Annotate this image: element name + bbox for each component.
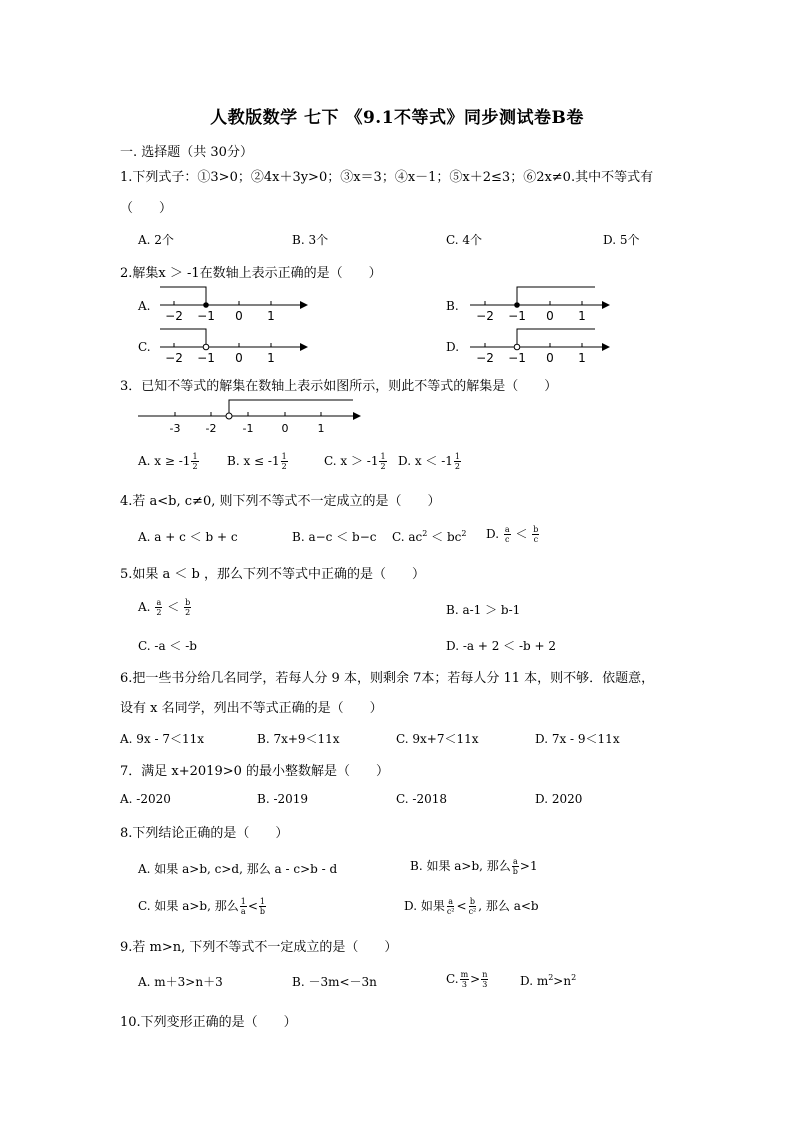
q2-option-d-label: D. [446, 340, 460, 354]
q6-option-d: D. 7x - 9＜11x [535, 732, 620, 746]
axis-arrow [300, 343, 308, 351]
q8-option-d: D. 如果 $\frac{a}{\text{c²}}$ < $\frac{b}{\text{c²}}$ , 那么 a<b [404, 897, 539, 916]
hollow-point [514, 344, 520, 350]
q6-option-a: A. 9x - 7＜11x [120, 732, 205, 746]
q2-stem: 2.解集x ＞ -1在数轴上表示正确的是（ ） [120, 266, 382, 281]
q3-option-d: D. x ＜ -1 $\frac{1}{2}$ [398, 452, 461, 471]
tick-label: 0 [235, 351, 243, 365]
tick-label: 1 [317, 422, 325, 435]
q7-option-a: A. -2020 [120, 792, 171, 806]
q6-option-b: B. 7x+9＜11x [257, 732, 340, 746]
tick-label: −1 [197, 351, 215, 365]
q2-option-b-label: B. [446, 299, 459, 313]
q1-option-c: C. 4个 [446, 233, 483, 247]
q8-stem: 8.下列结论正确的是（ ） [120, 826, 289, 841]
tick-label: 0 [546, 351, 554, 365]
q1-stem: 1.下列式子：①3>0；②4x＋3y>0；③x＝3；④x－1；⑤x＋2≤3；⑥2x≠0.其中不等式有 [120, 170, 654, 185]
q3-option-a: A. x ≥ -1 $\frac{1}{2}$ [138, 452, 198, 471]
q6-stem-line2: 设有 x 名同学，列出不等式正确的是（ ） [120, 701, 383, 716]
q5-option-c: C. -a ＜ -b [138, 639, 197, 653]
tick-label: -1 [242, 422, 254, 435]
q7-option-c: C. -2018 [396, 792, 447, 806]
axis-arrow [602, 343, 610, 351]
solution-bracket [517, 329, 595, 347]
q4-stem: 4.若 a<b, c≠0, 则下列不等式不一定成立的是（ ） [120, 494, 441, 509]
solution-bracket [160, 329, 206, 347]
q7-option-d: D. 2020 [535, 792, 583, 806]
q9-option-b: B. －3m<－3n [292, 975, 377, 989]
q3-option-b: B. x ≤ -1 $\frac{1}{2}$ [227, 452, 287, 471]
axis-arrow [353, 412, 361, 420]
q2-option-c-number-line [160, 322, 310, 367]
q8-option-b: B. 如果 a>b, 那么 $\frac{a}{b}$ >1 [410, 857, 538, 876]
q8-option-c: C. 如果 a>b, 那么 $\frac{1}{a}$ < $\frac{1}{b}$ [138, 897, 265, 916]
section-heading: 一. 选择题（共 30分） [120, 145, 253, 160]
q5-option-a: A. $\frac{a}{2}$ ＜ $\frac{b}{2}$ [138, 598, 191, 617]
axis-arrow [300, 301, 308, 309]
tick-label: −2 [476, 351, 494, 365]
q3-option-c: C. x ＞ -1 $\frac{1}{2}$ [324, 452, 386, 471]
tick-label: −2 [165, 351, 183, 365]
tick-label: −2 [165, 309, 183, 323]
tick-label: −1 [197, 309, 215, 323]
tick-label: -2 [205, 422, 217, 435]
q9-option-c: C. $\frac{m}{3}$ > $\frac{n}{3}$ [446, 970, 488, 989]
solution-bracket [160, 287, 206, 305]
tick-label: −2 [476, 309, 494, 323]
tick-label: 0 [546, 309, 554, 323]
tick-label: 1 [267, 351, 275, 365]
tick-label: 0 [281, 422, 289, 435]
q2-option-c-label: C. [138, 340, 151, 354]
solution-bracket [517, 287, 595, 305]
hollow-point [226, 413, 232, 419]
q9-option-d: D. $m^2>n^2$ [520, 973, 577, 988]
q2-option-a-number-line [160, 280, 310, 325]
tick-label: 0 [235, 309, 243, 323]
q2-option-d-number-line [470, 322, 620, 367]
q5-stem: 5.如果 a ＜ b ，那么下列不等式中正确的是（ ） [120, 567, 426, 582]
q7-stem: 7．满足 x+2019>0 的最小整数解是（ ） [120, 764, 390, 779]
q1-option-b: B. 3个 [292, 233, 329, 247]
q2-option-b-number-line [470, 280, 620, 325]
q5-option-d: D. -a + 2 ＜ -b + 2 [446, 639, 557, 653]
hollow-point [203, 344, 209, 350]
q10-stem: 10.下列变形正确的是（ ） [120, 1015, 297, 1030]
q1-option-a: A. 2个 [138, 233, 174, 247]
q1-paren: （ ） [120, 201, 173, 216]
q9-stem: 9.若 m>n, 下列不等式不一定成立的是（ ） [120, 940, 398, 955]
q3-stem: 3．已知不等式的解集在数轴上表示如图所示，则此不等式的解集是（ ） [120, 379, 558, 394]
q9-option-a: A. m＋3>n＋3 [138, 975, 223, 989]
tick-label: -3 [169, 422, 181, 435]
page-title: 人教版数学 七下 《9.1不等式》同步测试卷B卷 [210, 108, 584, 128]
q4-option-d: D. $\frac{a}{c}$ ＜ $\frac{b}{c}$ [486, 525, 539, 544]
solid-point [514, 302, 520, 308]
q2-option-a-label: A. [138, 299, 151, 313]
q6-option-c: C. 9x+7＜11x [396, 732, 479, 746]
q1-option-d: D. 5个 [603, 233, 640, 247]
q4-option-c: C. $ac^2 < bc^2$ [392, 529, 467, 544]
q5-option-b: B. a-1 ＞ b-1 [446, 603, 521, 617]
q8-option-a: A. 如果 a>b, c>d, 那么 a - c>b - d [138, 862, 338, 876]
q4-option-a: A. a + c ＜ b + c [138, 530, 238, 544]
tick-label: 1 [578, 309, 586, 323]
axis-arrow [602, 301, 610, 309]
tick-label: −1 [508, 351, 526, 365]
tick-label: 1 [267, 309, 275, 323]
q3-number-line [138, 396, 363, 436]
tick-label: 1 [578, 351, 586, 365]
q7-option-b: B. -2019 [257, 792, 309, 806]
tick-label: −1 [508, 309, 526, 323]
q6-stem-line1: 6.把一些书分给几名同学，若每人分 9 本，则剩余 7本；若每人分 11 本，则不够．依题意， [120, 671, 655, 686]
solid-point [203, 302, 209, 308]
q4-option-b: B. a−c ＜ b−c [292, 530, 377, 544]
